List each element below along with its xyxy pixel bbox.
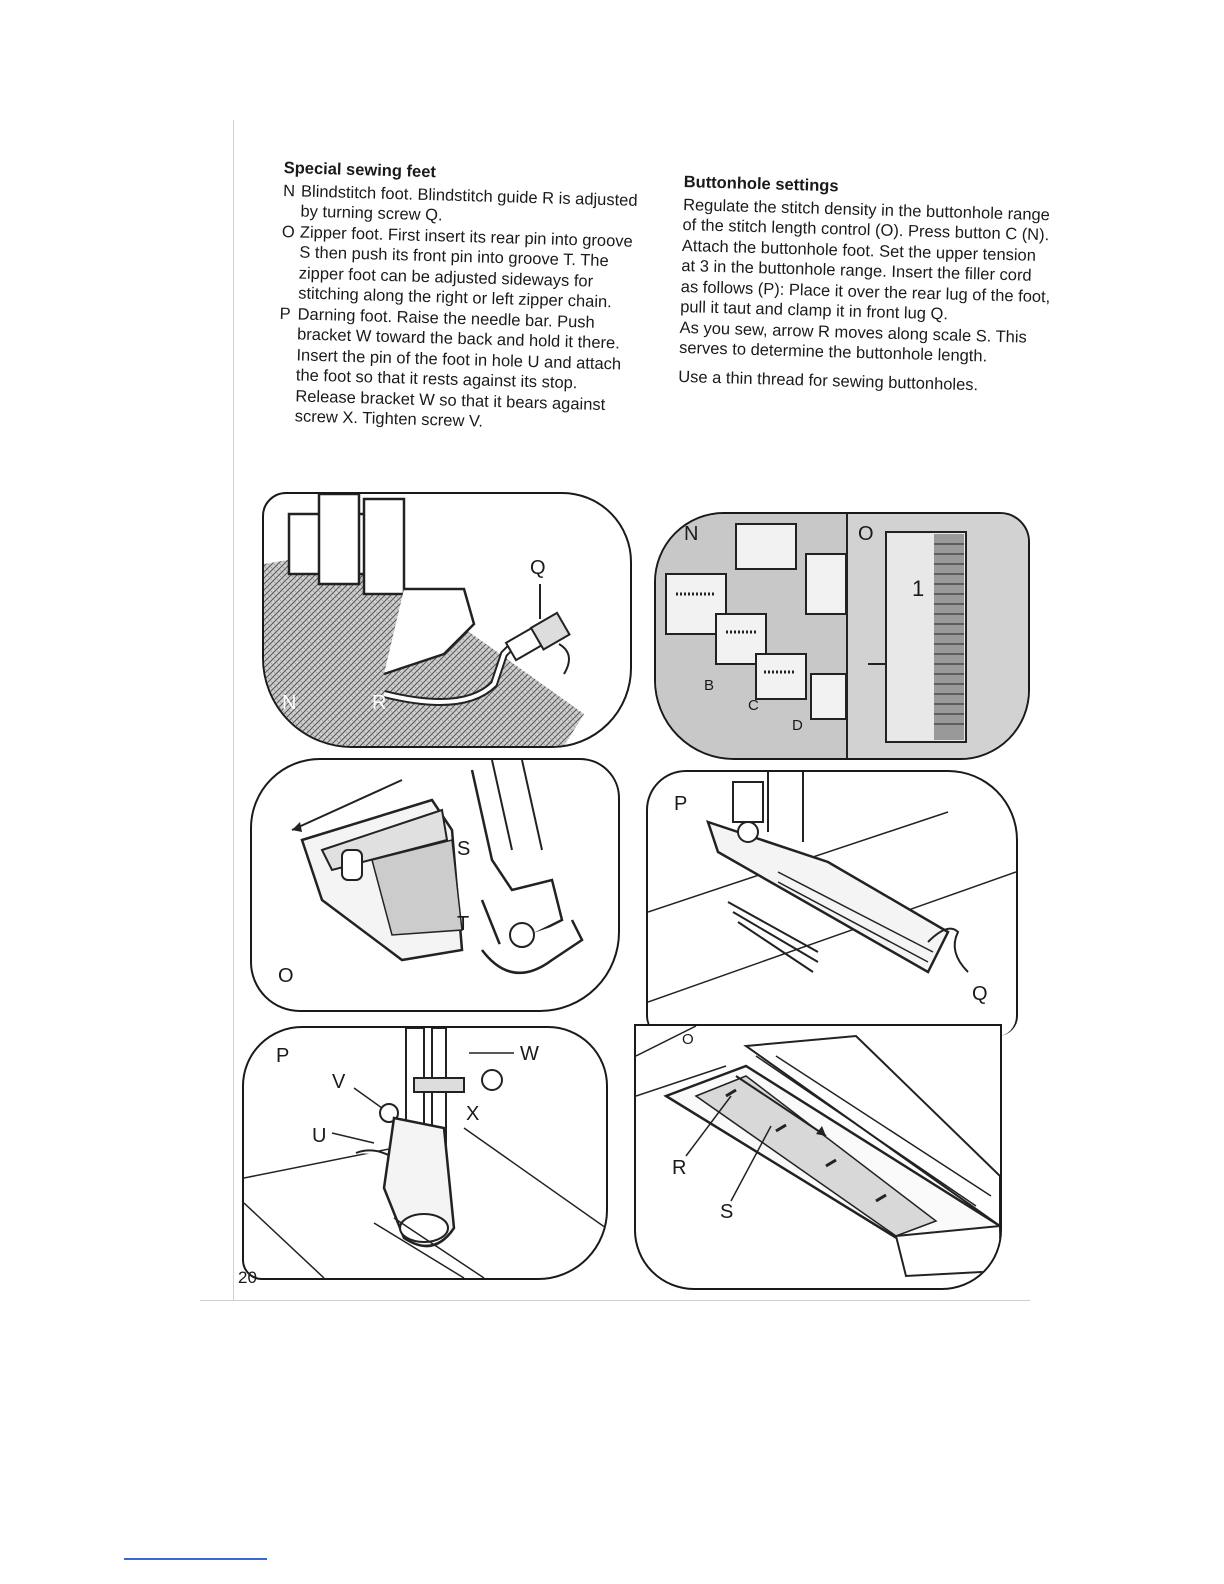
label-o: O (682, 1031, 694, 1048)
label-u: U (312, 1125, 327, 1147)
label-q: Q (972, 983, 988, 1005)
figure-buttonhole-foot (646, 770, 1018, 1036)
item-text: Darning foot. Raise the needle bar. Push bracket W toward the back and hold it there. Insert the pin of the foot in hole U and attach the foot so that it rests against its stop. Release bracket W so that it bears against screw X. Tighten screw V. (294, 304, 622, 431)
item-text: Zipper foot. First insert its rear pin into groove S then push its front pin into groove T. The zipper foot can be adjusted sideways for stitching along the right or left zipper chain. (297, 222, 633, 312)
scan-edge-left (233, 120, 234, 1300)
label-o: O (278, 965, 294, 987)
label-b: B (704, 677, 715, 694)
figure-blindstitch-foot (262, 492, 632, 748)
special-sewing-feet-section (277, 158, 644, 436)
paragraph: Regulate the stitch density in the buttonhole range of the stitch length control (O). Press button C (N). Attach the buttonhole foot. Set the upper tension at 3 in the buttonhole range. Insert the filler cord as follows (P): Place it over the rear lug of the foot, pull it taut and clamp it in front lug Q. (679, 195, 1051, 324)
figure-buttonhole-scale (634, 1024, 1002, 1290)
scale-illustration (636, 1026, 1000, 1288)
item-zipper (280, 221, 642, 313)
page-number: 20 (238, 1268, 257, 1287)
item-letter: P (279, 304, 291, 323)
buttonhole-settings-section (678, 172, 1054, 397)
label-n: N (684, 523, 699, 545)
label-p: P (276, 1045, 290, 1067)
label-s: S (457, 838, 471, 860)
buttonhole-foot-illustration (648, 772, 1016, 1036)
section-title: Buttonhole settings (683, 172, 839, 196)
item-letter: O (281, 222, 296, 241)
dial-value: 1 (912, 576, 925, 601)
item-darning (277, 303, 640, 436)
figure-controls (654, 512, 1030, 760)
item-letter: N (282, 181, 296, 200)
label-d: D (792, 717, 803, 734)
darning-illustration (244, 1028, 606, 1278)
blindstitch-illustration (264, 494, 630, 746)
label-c: C (748, 697, 759, 714)
section-title: Special sewing feet (283, 158, 437, 182)
label-r: R (672, 1157, 687, 1179)
label-p: P (674, 793, 688, 815)
paragraph: As you sew, arrow R moves along scale S. This serves to determine the buttonhole length. (678, 318, 1028, 366)
label-q: Q (530, 557, 546, 579)
label-r: R (372, 692, 387, 714)
bottom-link-bar (124, 1558, 267, 1560)
label-o: O (858, 523, 874, 545)
figure-zipper-foot (250, 758, 620, 1012)
label-v: V (332, 1071, 346, 1093)
controls-illustration (656, 514, 1028, 758)
label-x: X (466, 1103, 480, 1125)
figure-darning-foot (242, 1026, 608, 1280)
paragraph: Use a thin thread for sewing buttonholes. (678, 367, 979, 394)
label-s: S (720, 1201, 734, 1223)
zipper-illustration (252, 760, 618, 1010)
label-t: T (457, 913, 470, 935)
scan-edge-bottom (200, 1300, 1030, 1301)
label-w: W (520, 1043, 539, 1065)
label-n: N (282, 692, 297, 714)
item-text: Blindstitch foot. Blindstitch guide R is adjusted by turning screw Q. (300, 181, 638, 225)
